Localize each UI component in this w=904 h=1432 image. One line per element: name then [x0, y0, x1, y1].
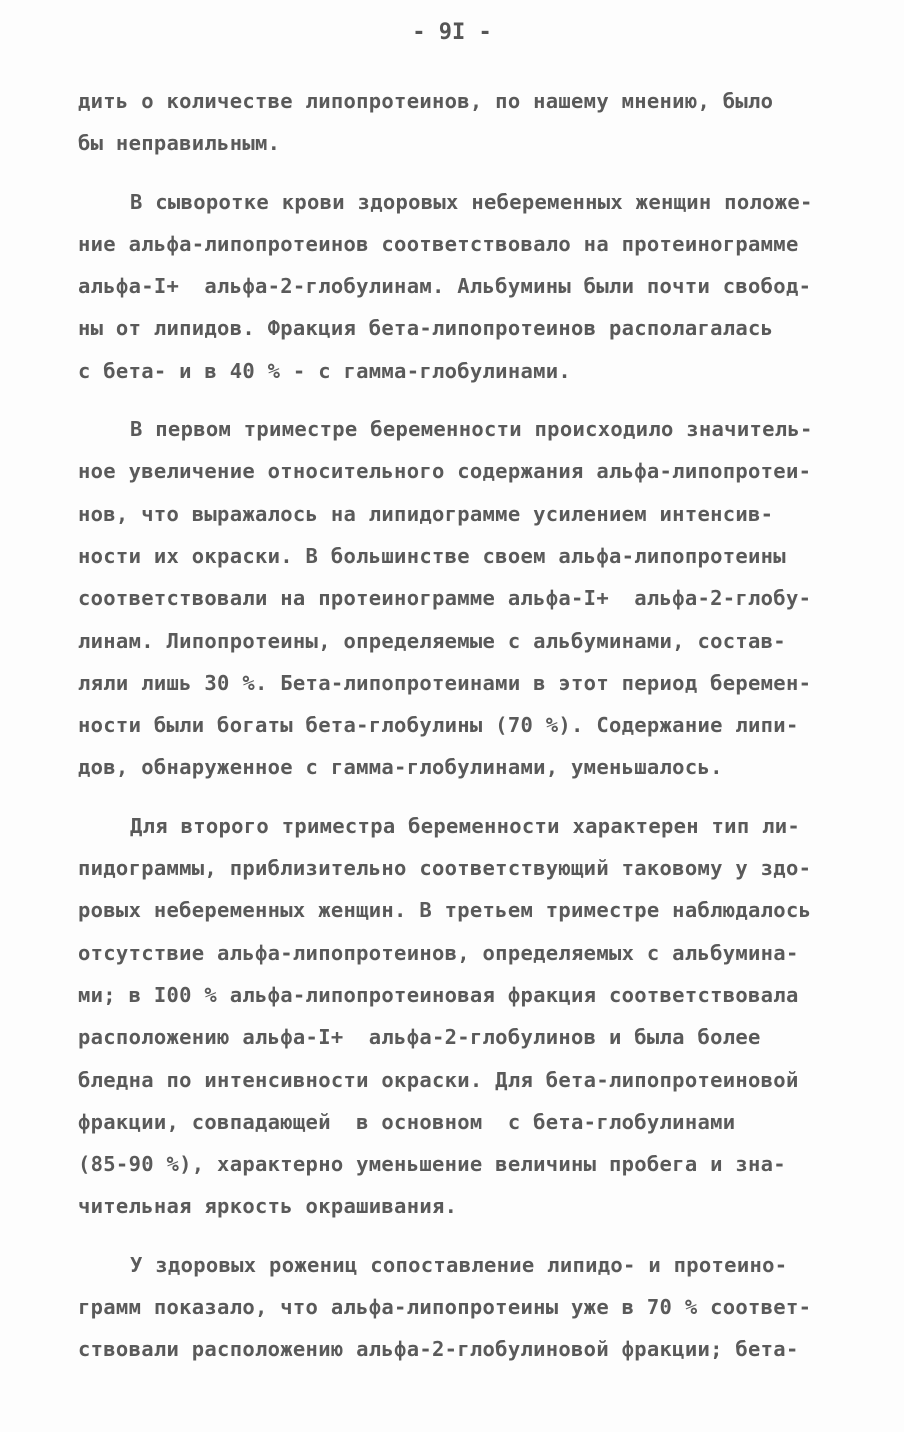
text-line: отсутствие альфа-липопротеинов, определяемых с альбумина-	[78, 940, 799, 965]
text-line: линам. Липопротеины, определяемые с альбуминами, состав-	[78, 628, 786, 653]
text-line: ности были богаты бета-глобулины (70 %). Содержание липи-	[78, 713, 799, 738]
text-line: ляли лишь 30 %. Бета-липопротеинами в этот период беремен-	[78, 670, 812, 695]
text-line: грамм показало, что альфа-липопротеины уже в 70 % соответ-	[78, 1295, 812, 1320]
text-line: ное увеличение относительного содержания альфа-липопротеи-	[78, 459, 812, 484]
text-line: ми; в I00 % альфа-липопротеиновая фракция соответствовала	[78, 982, 799, 1007]
paragraph-2	[78, 181, 838, 392]
text-line: ности их окраски. В большинстве своем альфа-липопротеины	[78, 543, 786, 568]
text-line: бы неправильным.	[78, 131, 281, 156]
text-line: бледна по интенсивности окраски. Для бета-липопротеиновой	[78, 1067, 799, 1092]
text-line: В сыворотке крови здоровых небеременных женщин положе-	[130, 189, 813, 214]
text-line: фракции, совпадающей в основном с бета-глобулинами	[78, 1109, 736, 1134]
text-line: альфа-I+ альфа-2-глобулинам. Альбумины были почти свобод-	[78, 274, 812, 299]
text-line: Для второго триместра беременности характерен тип ли-	[130, 813, 801, 838]
text-line: ровых небеременных женщин. В третьем триместре наблюдалось	[78, 898, 812, 923]
text-line: У здоровых рожениц сопоставление липидо- и протеино-	[130, 1252, 788, 1277]
text-line: дов, обнаруженное с гамма-глобулинами, уменьшалось.	[78, 755, 723, 780]
paragraph-5	[78, 1244, 838, 1371]
text-line: ствовали расположению альфа-2-глобулиновой фракции; бета-	[78, 1337, 799, 1362]
page-number: - 9I -	[412, 20, 492, 45]
text-line: соответствовали на протеинограмме альфа-I+ альфа-2-глобу-	[78, 586, 812, 611]
paragraph-3	[78, 408, 838, 789]
text-line: дить о количестве липопротеинов, по нашему мнению, было	[78, 89, 774, 113]
text-line: (85-90 %), характерно уменьшение величины пробега и зна-	[78, 1152, 786, 1177]
paragraph-1	[78, 80, 838, 165]
text-line: расположению альфа-I+ альфа-2-глобулинов и была более	[78, 1025, 761, 1050]
text-line: ны от липидов. Фракция бета-липопротеинов располагалась	[78, 316, 774, 341]
text-line: ние альфа-липопротеинов соответствовало на протеинограмме	[78, 231, 799, 256]
text-line: В первом триместре беременности происходило значитель-	[130, 417, 813, 442]
text-line: пидограммы, приблизительно соответствующий таковому у здо-	[78, 856, 812, 881]
text-line: нов, что выражалось на липидограмме усилением интенсив-	[78, 501, 774, 526]
text-line: чительная яркость окрашивания.	[78, 1194, 458, 1219]
paragraph-4	[78, 805, 838, 1228]
text-line: с бета- и в 40 % - с гамма-глобулинами.	[78, 358, 572, 383]
body-text	[78, 80, 838, 1371]
